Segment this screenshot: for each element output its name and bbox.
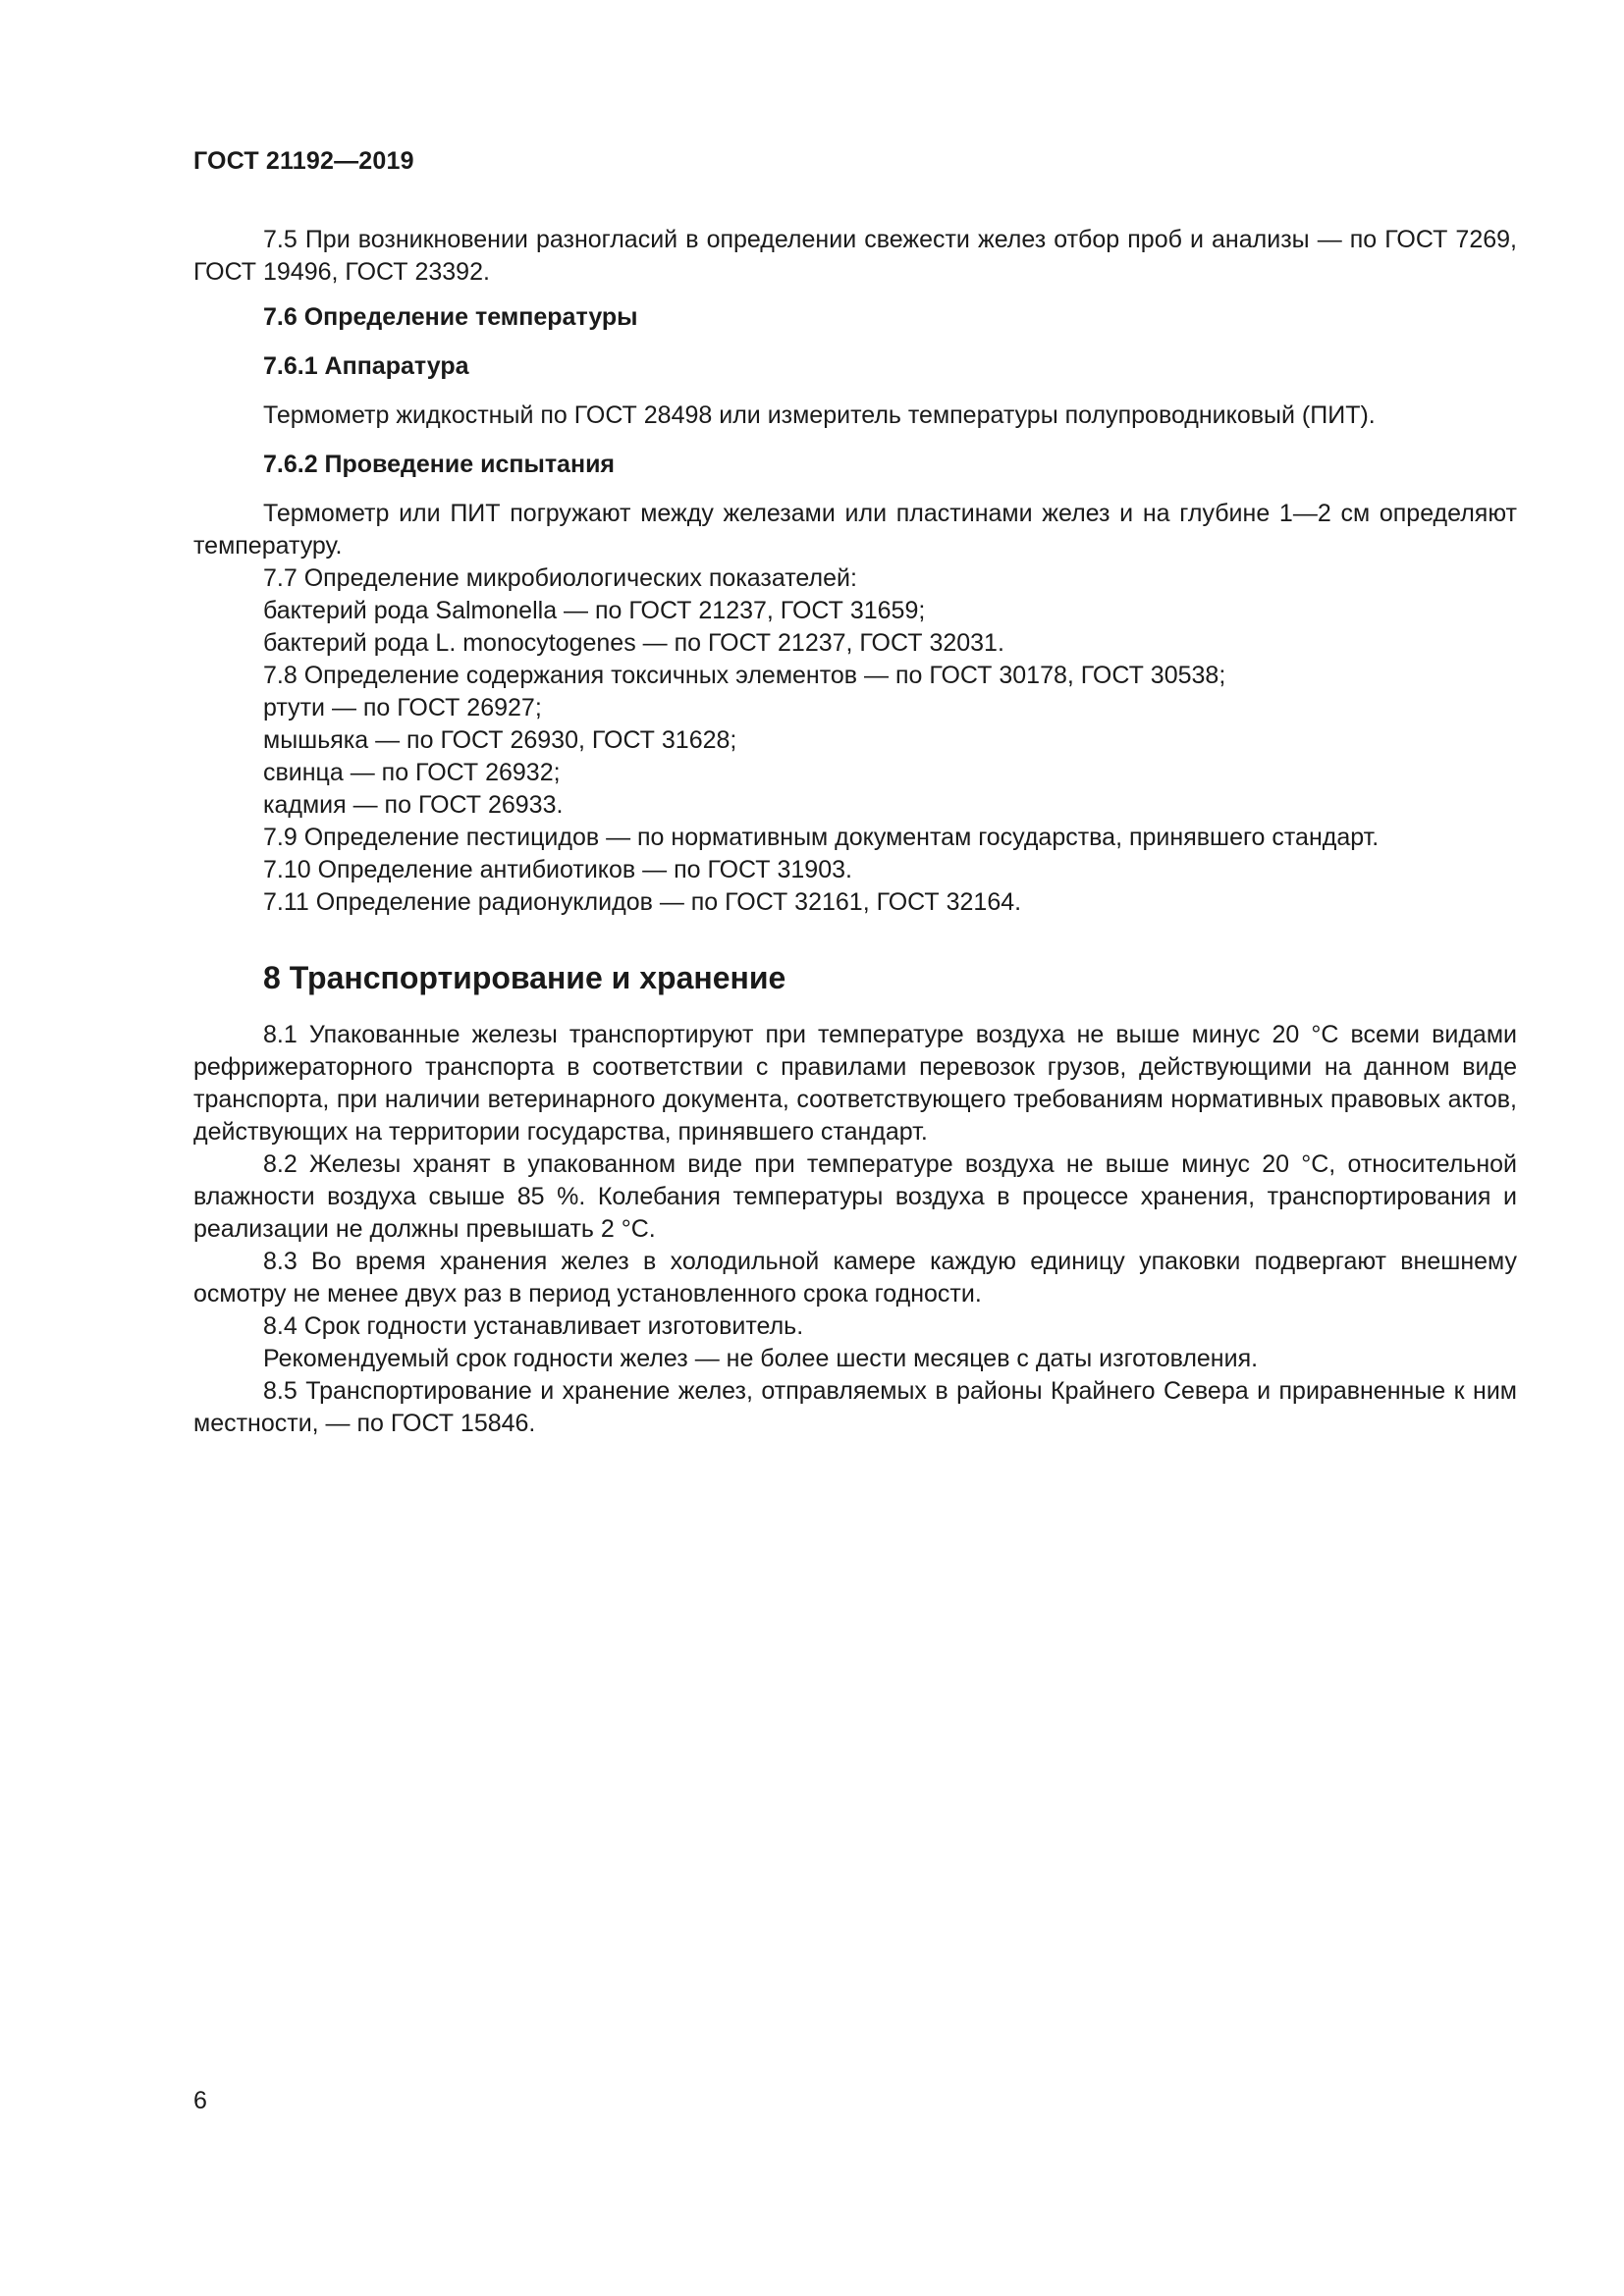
- list-item-arsenic: мышьяка — по ГОСТ 26930, ГОСТ 31628;: [263, 726, 737, 754]
- list-item-mercury: ртути — по ГОСТ 26927;: [263, 694, 542, 721]
- paragraph-7-6-1: Термометр жидкостный по ГОСТ 28498 или измеритель температуры полупроводниковый (ПИТ).: [263, 401, 1376, 429]
- paragraph-7-11: 7.11 Определение радионуклидов — по ГОСТ 32161, ГОСТ 32164.: [263, 888, 1022, 916]
- paragraph-8-4: 8.4 Срок годности устанавливает изготовитель.: [263, 1312, 804, 1340]
- paragraph-7-9: 7.9 Определение пестицидов — по нормативным документам государства, принявшего стандарт.: [263, 824, 1380, 851]
- list-item-salmonella: бактерий рода Salmonella — по ГОСТ 21237, ГОСТ 31659;: [263, 597, 926, 624]
- paragraph-7-6-2: Термометр или ПИТ погружают между железами или пластинами желез и на глубине 1—2 см определяют температуру.: [193, 500, 1517, 560]
- paragraph-7-5: 7.5 При возникновении разногласий в определении свежести желез отбор проб и анализы — по ГОСТ 7269, ГОСТ 19496, ГОСТ 23392.: [193, 226, 1517, 286]
- list-item-cadmium: кадмия — по ГОСТ 26933.: [263, 791, 564, 819]
- paragraph-7-8: 7.8 Определение содержания токсичных элементов — по ГОСТ 30178, ГОСТ 30538;: [263, 662, 1226, 689]
- document-body: [193, 224, 1517, 1440]
- paragraph-7-10: 7.10 Определение антибиотиков — по ГОСТ 31903.: [263, 856, 852, 883]
- list-item-monocytogenes: бактерий рода L. monocytogenes — по ГОСТ 21237, ГОСТ 32031.: [263, 629, 1004, 657]
- heading-7-6-2: 7.6.2 Проведение испытания: [263, 451, 616, 478]
- list-item-lead: свинца — по ГОСТ 26932;: [263, 759, 561, 786]
- document-code-header: ГОСТ 21192—2019: [193, 147, 414, 175]
- heading-section-8: 8 Транспортирование и хранение: [263, 960, 786, 995]
- paragraph-8-2: 8.2 Железы хранят в упакованном виде при температуре воздуха не выше минус 20 °С, относительной влажности воздуха свыше 85 %. Колебания температуры воздуха в процессе хранения, транспортирования и реализации не должны превышать 2 °С.: [193, 1150, 1517, 1243]
- paragraph-8-4-recommended: Рекомендуемый срок годности желез — не более шести месяцев с даты изготовления.: [263, 1345, 1259, 1372]
- heading-7-6: 7.6 Определение температуры: [263, 303, 638, 331]
- paragraph-7-7: 7.7 Определение микробиологических показателей:: [263, 564, 857, 592]
- page-number: 6: [193, 2087, 207, 2114]
- paragraph-8-1: 8.1 Упакованные железы транспортируют при температуре воздуха не выше минус 20 °С всеми видами рефрижераторного транспорта в соответствии с правилами перевозок грузов, действующими на данном виде транспорта, при наличии ветеринарного документа, соответствующего требованиям нормативных правовых актов, действующих на территории государства, принявшего стандарт.: [193, 1021, 1517, 1146]
- paragraph-8-5: 8.5 Транспортирование и хранение желез, отправляемых в районы Крайнего Севера и приравненные к ним местности, — по ГОСТ 15846.: [193, 1377, 1517, 1437]
- paragraph-8-3: 8.3 Во время хранения желез в холодильной камере каждую единицу упаковки подвергают внешнему осмотру не менее двух раз в период установленного срока годности.: [193, 1248, 1517, 1308]
- heading-7-6-1: 7.6.1 Аппаратура: [263, 352, 469, 380]
